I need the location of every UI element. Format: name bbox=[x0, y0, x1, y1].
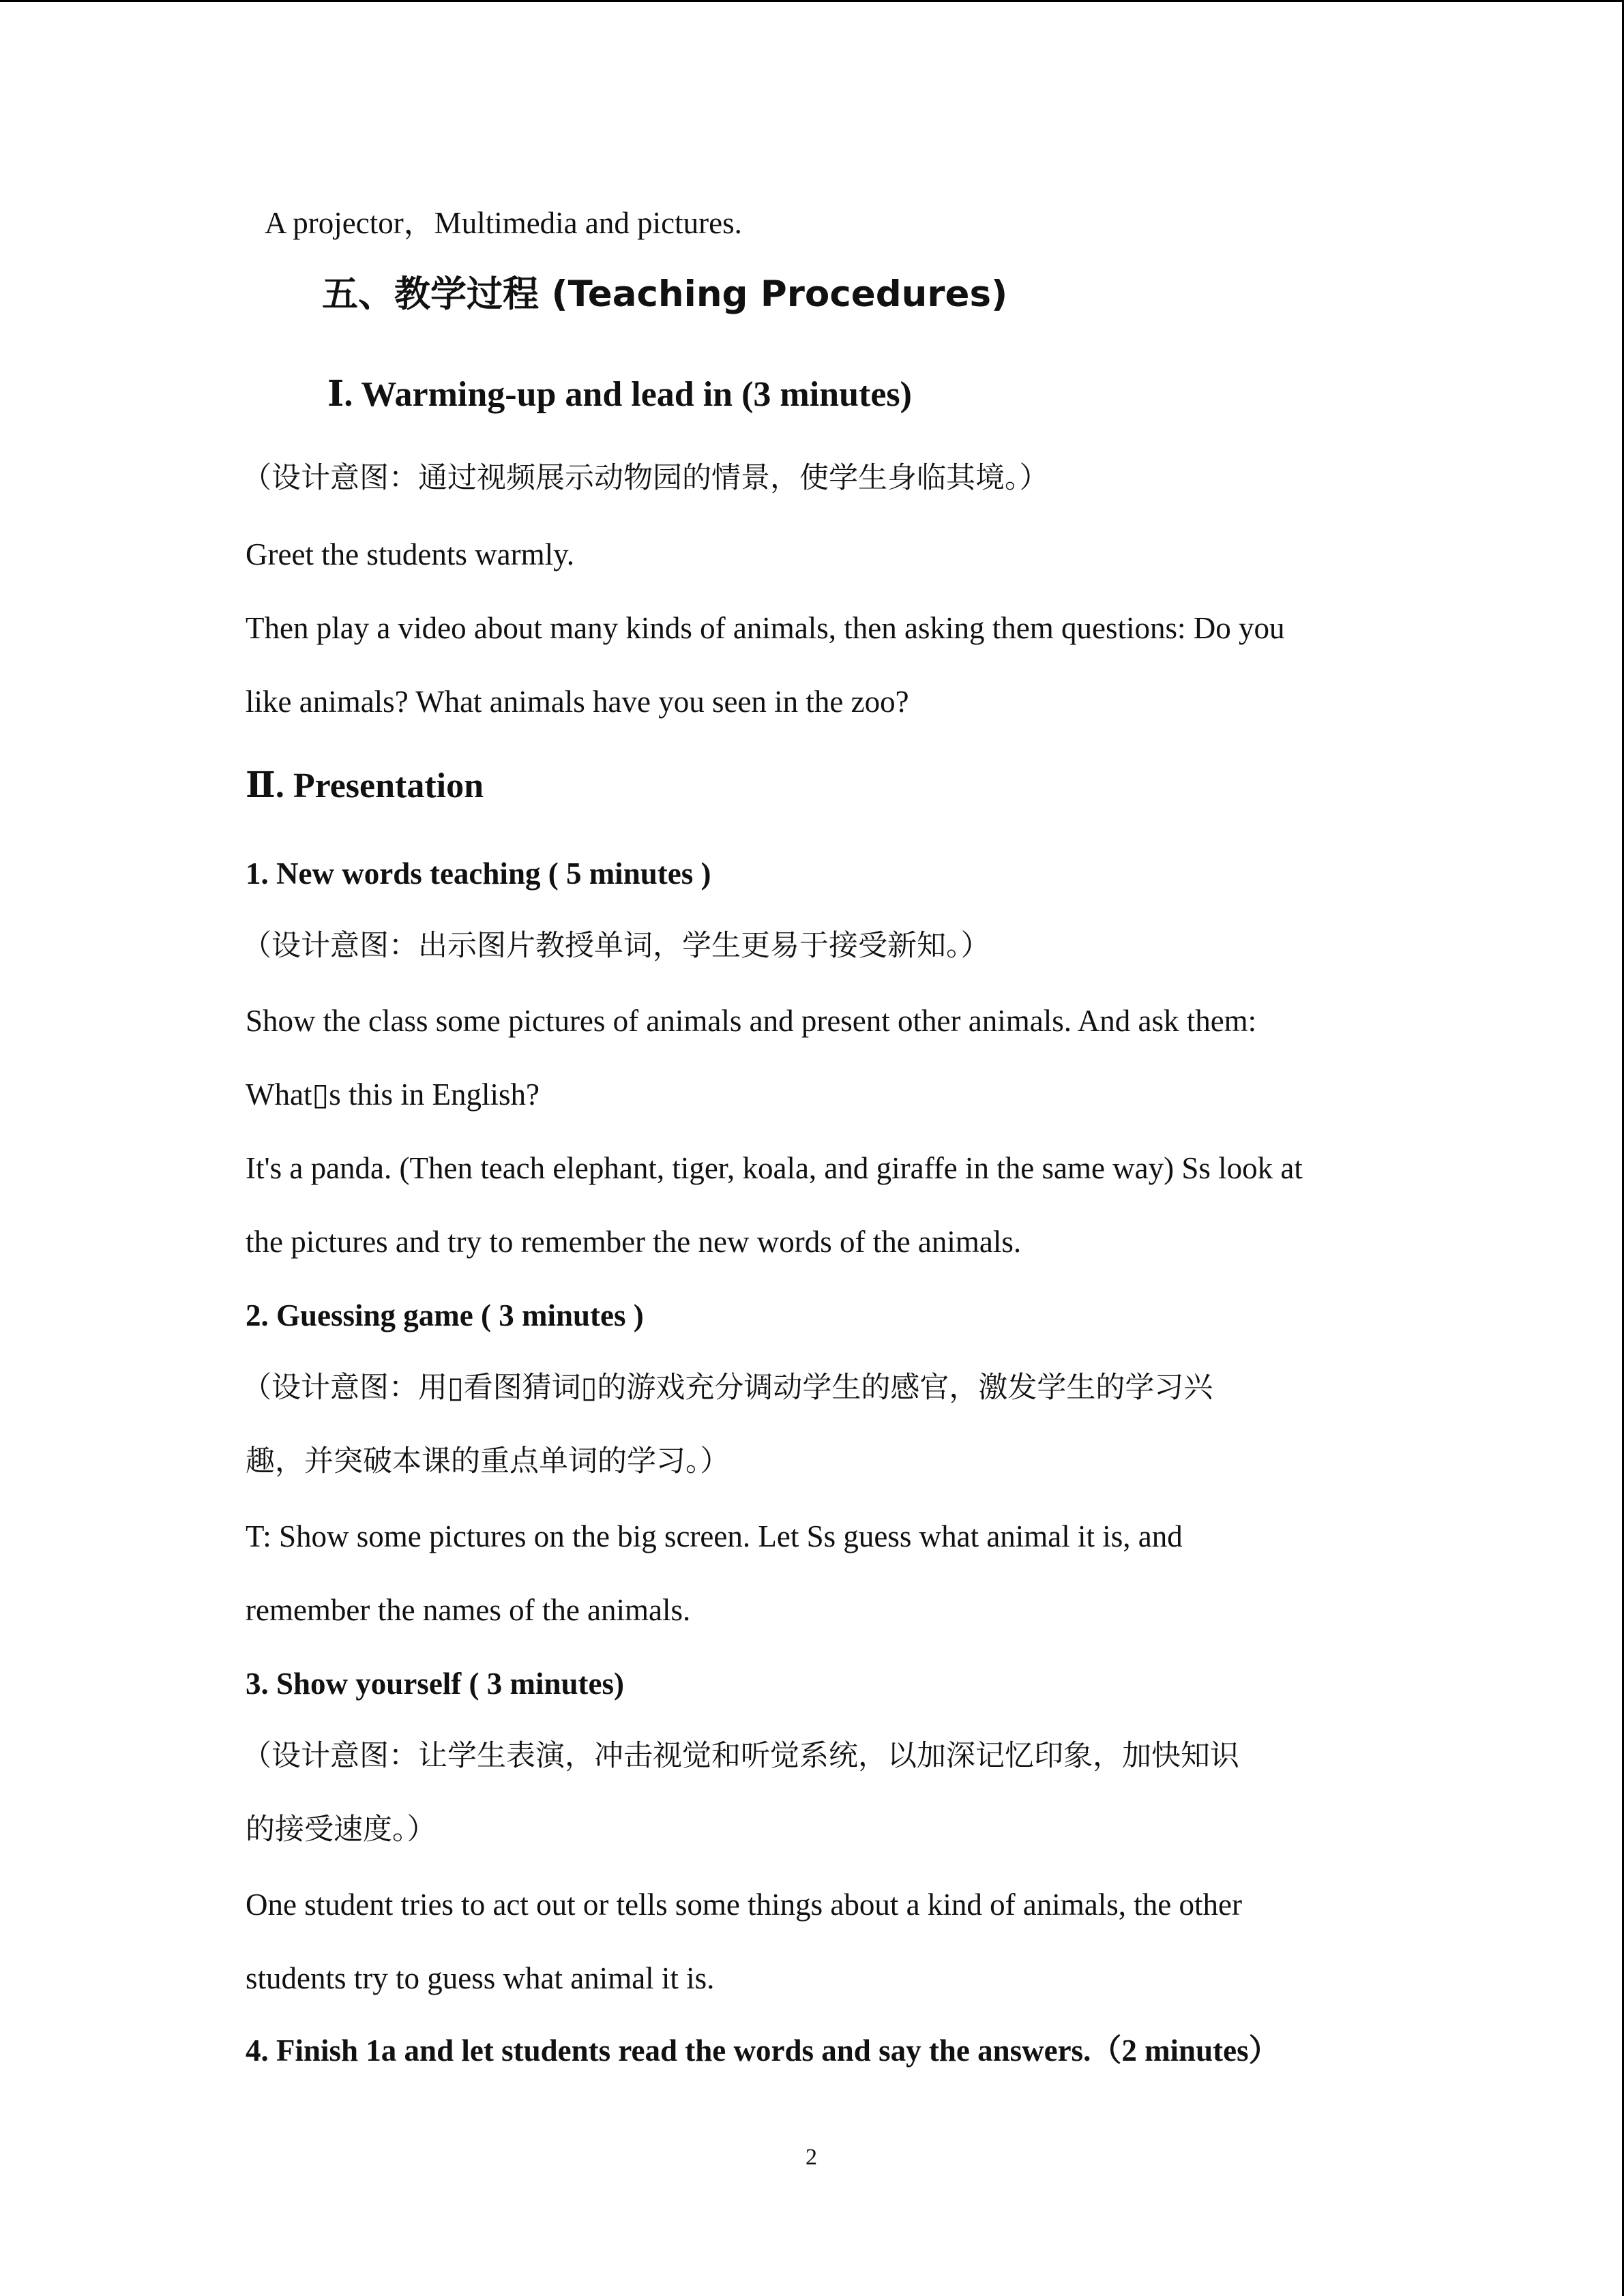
materials-line: A projector，Multimedia and pictures. bbox=[265, 206, 742, 240]
item2-title: 2. Guessing game ( 3 minutes ) bbox=[246, 1298, 644, 1332]
page-number: 2 bbox=[806, 2145, 817, 2170]
item2-design-intent-line-1: （设计意图：用▯看图猜词▯的游戏充分调动学生的感官，激发学生的学习兴 bbox=[242, 1371, 1213, 1405]
item1-title: 1. New words teaching ( 5 minutes ) bbox=[246, 856, 711, 891]
part1-text-line-2: Then play a video about many kinds of animals, then asking them questions: Do you bbox=[246, 611, 1285, 645]
part1-design-intent: （设计意图：通过视频展示动物园的情景，使学生身临其境。） bbox=[242, 461, 1049, 495]
item1-text-line-1: Show the class some pictures of animals and present other animals. And ask them: bbox=[246, 1004, 1257, 1038]
item2-text-line-1: T: Show some pictures on the big screen. Let Ss guess what animal it is, and bbox=[246, 1519, 1183, 1553]
item3-text-line-2: students try to guess what animal it is. bbox=[246, 1961, 715, 1995]
part1-text-line-3: like animals? What animals have you seen in the zoo? bbox=[246, 685, 909, 719]
item3-title: 3. Show yourself ( 3 minutes) bbox=[246, 1667, 625, 1701]
page-border-top bbox=[0, 0, 1624, 2]
item1-design-intent: （设计意图：出示图片教授单词，学生更易于接受新知。） bbox=[242, 929, 990, 963]
part1-heading: Ⅰ. Warming-up and lead in (3 minutes) bbox=[327, 375, 912, 414]
section5-heading: 五、教学过程 (Teaching Procedures) bbox=[322, 273, 1008, 315]
part2-heading: Ⅱ. Presentation bbox=[246, 766, 484, 805]
item1-text-line-2: What▯s this in English? bbox=[246, 1077, 540, 1112]
item1-text-line-4: the pictures and try to remember the new words of the animals. bbox=[246, 1225, 1022, 1259]
item3-design-intent-line-2: 的接受速度。） bbox=[246, 1813, 437, 1847]
item2-design-intent-line-2: 趣，并突破本课的重点单词的学习。） bbox=[246, 1444, 730, 1478]
part1-text-line-1: Greet the students warmly. bbox=[246, 537, 574, 571]
item3-text-line-1: One student tries to act out or tells some things about a kind of animals, the other bbox=[246, 1888, 1242, 1922]
item3-design-intent-line-1: （设计意图：让学生表演，冲击视觉和听觉系统，以加深记忆印象，加快知识 bbox=[242, 1739, 1239, 1773]
item2-text-line-2: remember the names of the animals. bbox=[246, 1593, 691, 1627]
item4-title: 4. Finish 1a and let students read the words and say the answers.（2 minutes） bbox=[246, 2033, 1280, 2068]
item1-text-line-3: It's a panda. (Then teach elephant, tiger, koala, and giraffe in the same way) Ss look at bbox=[246, 1151, 1303, 1185]
